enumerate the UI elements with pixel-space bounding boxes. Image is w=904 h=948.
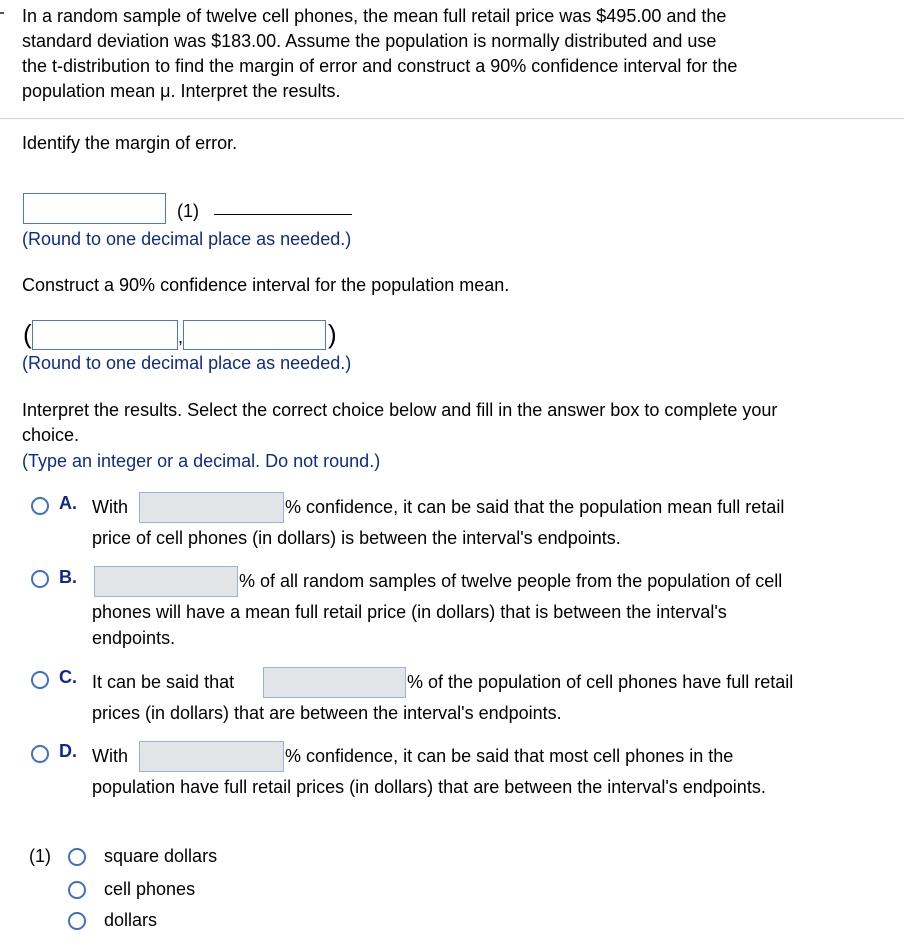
interpret-prompt-line-2: choice.	[22, 425, 80, 445]
option-c-pre: It can be said that	[92, 672, 235, 692]
option-a-input[interactable]	[139, 492, 284, 523]
option-a-radio[interactable]	[31, 497, 49, 515]
option-c-letter: C.	[59, 667, 77, 687]
interval-close-paren: )	[328, 319, 337, 349]
option-b-line-3: endpoints.	[92, 628, 176, 648]
left-margin-marker	[0, 12, 4, 14]
option-d-letter: D.	[59, 741, 77, 761]
margin-of-error-prompt: Identify the margin of error.	[22, 133, 238, 153]
question-line-3: the t-distribution to find the margin of error and construct a 90% confidence interval for the	[22, 56, 738, 76]
interval-comma: ,	[178, 327, 184, 347]
question-line-4: population mean μ. Interpret the results.	[22, 81, 341, 101]
option-d-line-2: population have full retail prices (in dollars) that are between the interval's endpoints.	[92, 777, 766, 797]
unit-option-dollars-radio[interactable]	[68, 912, 86, 930]
unit-option-square-dollars[interactable]: square dollars	[104, 846, 218, 866]
option-c-input[interactable]	[263, 667, 406, 698]
unit-choices-label: (1)	[29, 846, 51, 866]
option-b-post: % of all random samples of twelve people from the population of cell	[239, 571, 783, 591]
interval-upper-input[interactable]	[183, 320, 326, 350]
confidence-interval-prompt: Construct a 90% confidence interval for the population mean.	[22, 275, 510, 295]
option-a-pre: With	[92, 497, 128, 517]
interval-lower-input[interactable]	[32, 320, 178, 350]
unit-option-square-dollars-radio[interactable]	[68, 848, 86, 866]
unit-option-dollars[interactable]: dollars	[104, 910, 158, 930]
unit-blank-label: (1)	[177, 201, 199, 221]
divider	[0, 118, 904, 119]
unit-option-cell-phones[interactable]: cell phones	[104, 879, 196, 899]
option-b-radio[interactable]	[31, 570, 49, 588]
interpret-prompt-line-1: Interpret the results. Select the correct choice below and fill in the answer box to complete your	[22, 400, 778, 420]
option-b-line-2: phones will have a mean full retail price (in dollars) that is between the interval's	[92, 602, 727, 622]
unit-option-cell-phones-radio[interactable]	[68, 881, 86, 899]
question-line-2: standard deviation was $183.00. Assume the population is normally distributed and use	[22, 31, 717, 51]
option-b-letter: B.	[59, 567, 77, 587]
option-d-radio[interactable]	[31, 745, 49, 763]
option-c-post: % of the population of cell phones have full retail	[407, 672, 794, 692]
option-d-input[interactable]	[139, 741, 284, 772]
option-a-post: % confidence, it can be said that the population mean full retail	[285, 497, 785, 517]
interval-open-paren: (	[23, 319, 32, 349]
question-line-1: In a random sample of twelve cell phones, the mean full retail price was $495.00 and the	[22, 6, 727, 26]
unit-answer-blank[interactable]	[214, 214, 352, 215]
option-b-input[interactable]	[94, 566, 238, 597]
option-a-letter: A.	[59, 493, 77, 513]
round-note-1: (Round to one decimal place as needed.)	[22, 229, 352, 249]
margin-of-error-input[interactable]	[23, 193, 166, 224]
round-note-2: (Round to one decimal place as needed.)	[22, 353, 352, 373]
option-d-post: % confidence, it can be said that most cell phones in the	[285, 746, 734, 766]
interpret-note: (Type an integer or a decimal. Do not round.)	[22, 451, 381, 471]
option-c-line-2: prices (in dollars) that are between the interval's endpoints.	[92, 703, 562, 723]
option-d-pre: With	[92, 746, 128, 766]
option-a-line-2: price of cell phones (in dollars) is between the interval's endpoints.	[92, 528, 621, 548]
option-c-radio[interactable]	[31, 671, 49, 689]
